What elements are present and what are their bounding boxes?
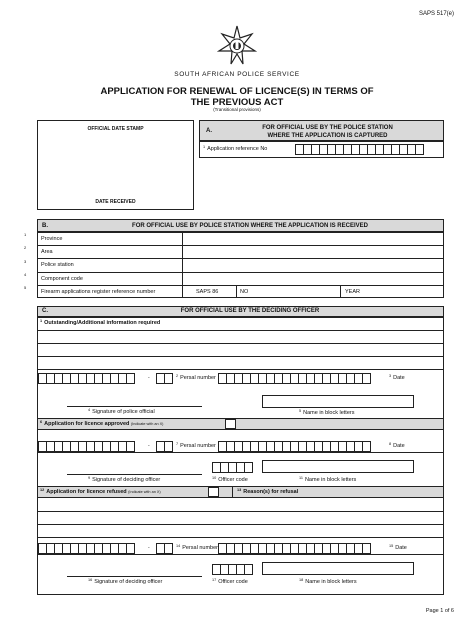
name-block-label-3: $^{18}$ Name in block letters — [299, 578, 357, 585]
row-num-1: 1 — [24, 232, 27, 237]
dash: - — [148, 443, 150, 449]
name-block-field-1[interactable] — [262, 395, 414, 408]
form-title-line-2: THE PREVIOUS ACT — [190, 97, 284, 108]
row-num-3: 3 — [24, 259, 27, 264]
service-name: SOUTH AFRICAN POLICE SERVICE — [174, 71, 300, 78]
date-input-3-mid[interactable] — [156, 543, 172, 554]
section-a-letter: A. — [206, 128, 212, 134]
dash: - — [148, 375, 150, 381]
officer-code-input-1[interactable] — [212, 462, 252, 473]
name-block-label-1: $^5$ Name in block letters — [299, 409, 355, 416]
name-block-field-2[interactable] — [262, 460, 414, 473]
section-a-title-1: FOR OFFICIAL USE BY THE POLICE STATION — [262, 125, 393, 131]
name-block-label-2: $^{11}$ Name in block letters — [299, 476, 357, 483]
form-title-line-1: APPLICATION FOR RENEWAL OF LICENCE(S) IN TERMS OF — [100, 86, 374, 97]
dash: - — [148, 545, 150, 551]
area-field[interactable] — [183, 246, 443, 257]
area-label: Area — [41, 249, 53, 255]
approved-label: $^6$ Application for licence approved (Indicate with an X) — [40, 420, 164, 427]
section-c-title: FOR OFFICIAL USE BY THE DECIDING OFFICER — [180, 308, 320, 314]
police-station-field[interactable] — [183, 259, 443, 271]
signature-officer-label-2: $^{16}$ Signature of deciding officer — [88, 578, 163, 585]
persal-input-3[interactable] — [218, 543, 370, 554]
saps-star-emblem-icon — [217, 25, 257, 65]
date-input-2-mid[interactable] — [156, 441, 172, 452]
persal-input-1[interactable] — [218, 373, 370, 384]
officer-code-input-2[interactable] — [212, 564, 252, 575]
date-input-2-left[interactable] — [38, 441, 134, 452]
date-input-1-left[interactable] — [38, 373, 134, 384]
official-date-stamp-label: OFFICIAL DATE STAMP — [87, 126, 144, 132]
persal-input-2[interactable] — [218, 441, 370, 452]
page-number: Page 1 of 6 — [425, 608, 454, 614]
section-c-letter: C. — [42, 308, 48, 314]
police-station-label: Police station — [41, 262, 74, 268]
component-code-label: Component code — [41, 276, 83, 282]
province-label: Province — [41, 236, 63, 242]
outstanding-info-field[interactable] — [38, 331, 443, 369]
section-a-title-2: WHERE THE APPLICATION IS CAPTURED — [267, 133, 388, 139]
persal-label-3: $^{14}$ Persal number — [176, 544, 219, 551]
date-label-2: $^8$ Date — [389, 442, 405, 449]
saps-86-label: SAPS 86 — [196, 289, 219, 295]
application-reference-label: $^1$ Application reference No — [203, 145, 268, 152]
date-input-1-mid[interactable] — [156, 373, 172, 384]
refusal-reasons-field[interactable] — [38, 499, 443, 537]
province-field[interactable] — [183, 233, 443, 244]
persal-label-2: $^7$ Persal number — [176, 442, 216, 449]
register-no-field[interactable] — [252, 286, 339, 297]
date-label-3: $^{15}$ Date — [389, 544, 407, 551]
date-input-3-left[interactable] — [38, 543, 134, 554]
no-label: NO — [240, 289, 249, 295]
year-label: YEAR — [345, 289, 360, 295]
outstanding-info-label: $^1$ Outstanding/Additional information required — [40, 319, 161, 326]
persal-label-1: $^2$ Persal number — [176, 374, 216, 381]
date-label-1: $^3$ Date — [389, 374, 405, 381]
row-num-5: 5 — [24, 285, 27, 290]
officer-code-label-2: $^{17}$ Officer code — [212, 578, 248, 585]
officer-code-label-1: $^{10}$ Officer code — [212, 476, 248, 483]
official-date-stamp-box — [37, 120, 194, 210]
register-reference-label: Firearm applications register reference number — [41, 289, 156, 295]
refusal-reasons-label: $^{13}$ Reason(s) for refusal — [237, 488, 299, 495]
form-subtitle: (Transitional provisions) — [213, 107, 261, 112]
approved-checkbox[interactable] — [225, 419, 236, 429]
refused-label: $^{12}$ Application for licence refused (Indicate with an X) — [40, 488, 161, 495]
date-received-label: DATE RECEIVED — [95, 199, 136, 205]
application-reference-input[interactable] — [295, 144, 423, 155]
form-code: SAPS 517(e) — [418, 11, 454, 17]
section-b-letter: B. — [42, 223, 48, 229]
row-num-4: 4 — [24, 272, 27, 277]
row-num-2: 2 — [24, 245, 27, 250]
signature-police-label: $^4$ Signature of police official — [88, 408, 155, 415]
register-year-field[interactable] — [365, 286, 443, 297]
refused-checkbox[interactable] — [208, 487, 219, 497]
signature-officer-label-1: $^9$ Signature of deciding officer — [88, 476, 161, 483]
name-block-field-3[interactable] — [262, 562, 414, 575]
component-code-field[interactable] — [183, 273, 443, 284]
section-b-title: FOR OFFICIAL USE BY POLICE STATION WHERE THE APPLICATION IS RECEIVED — [132, 223, 368, 229]
